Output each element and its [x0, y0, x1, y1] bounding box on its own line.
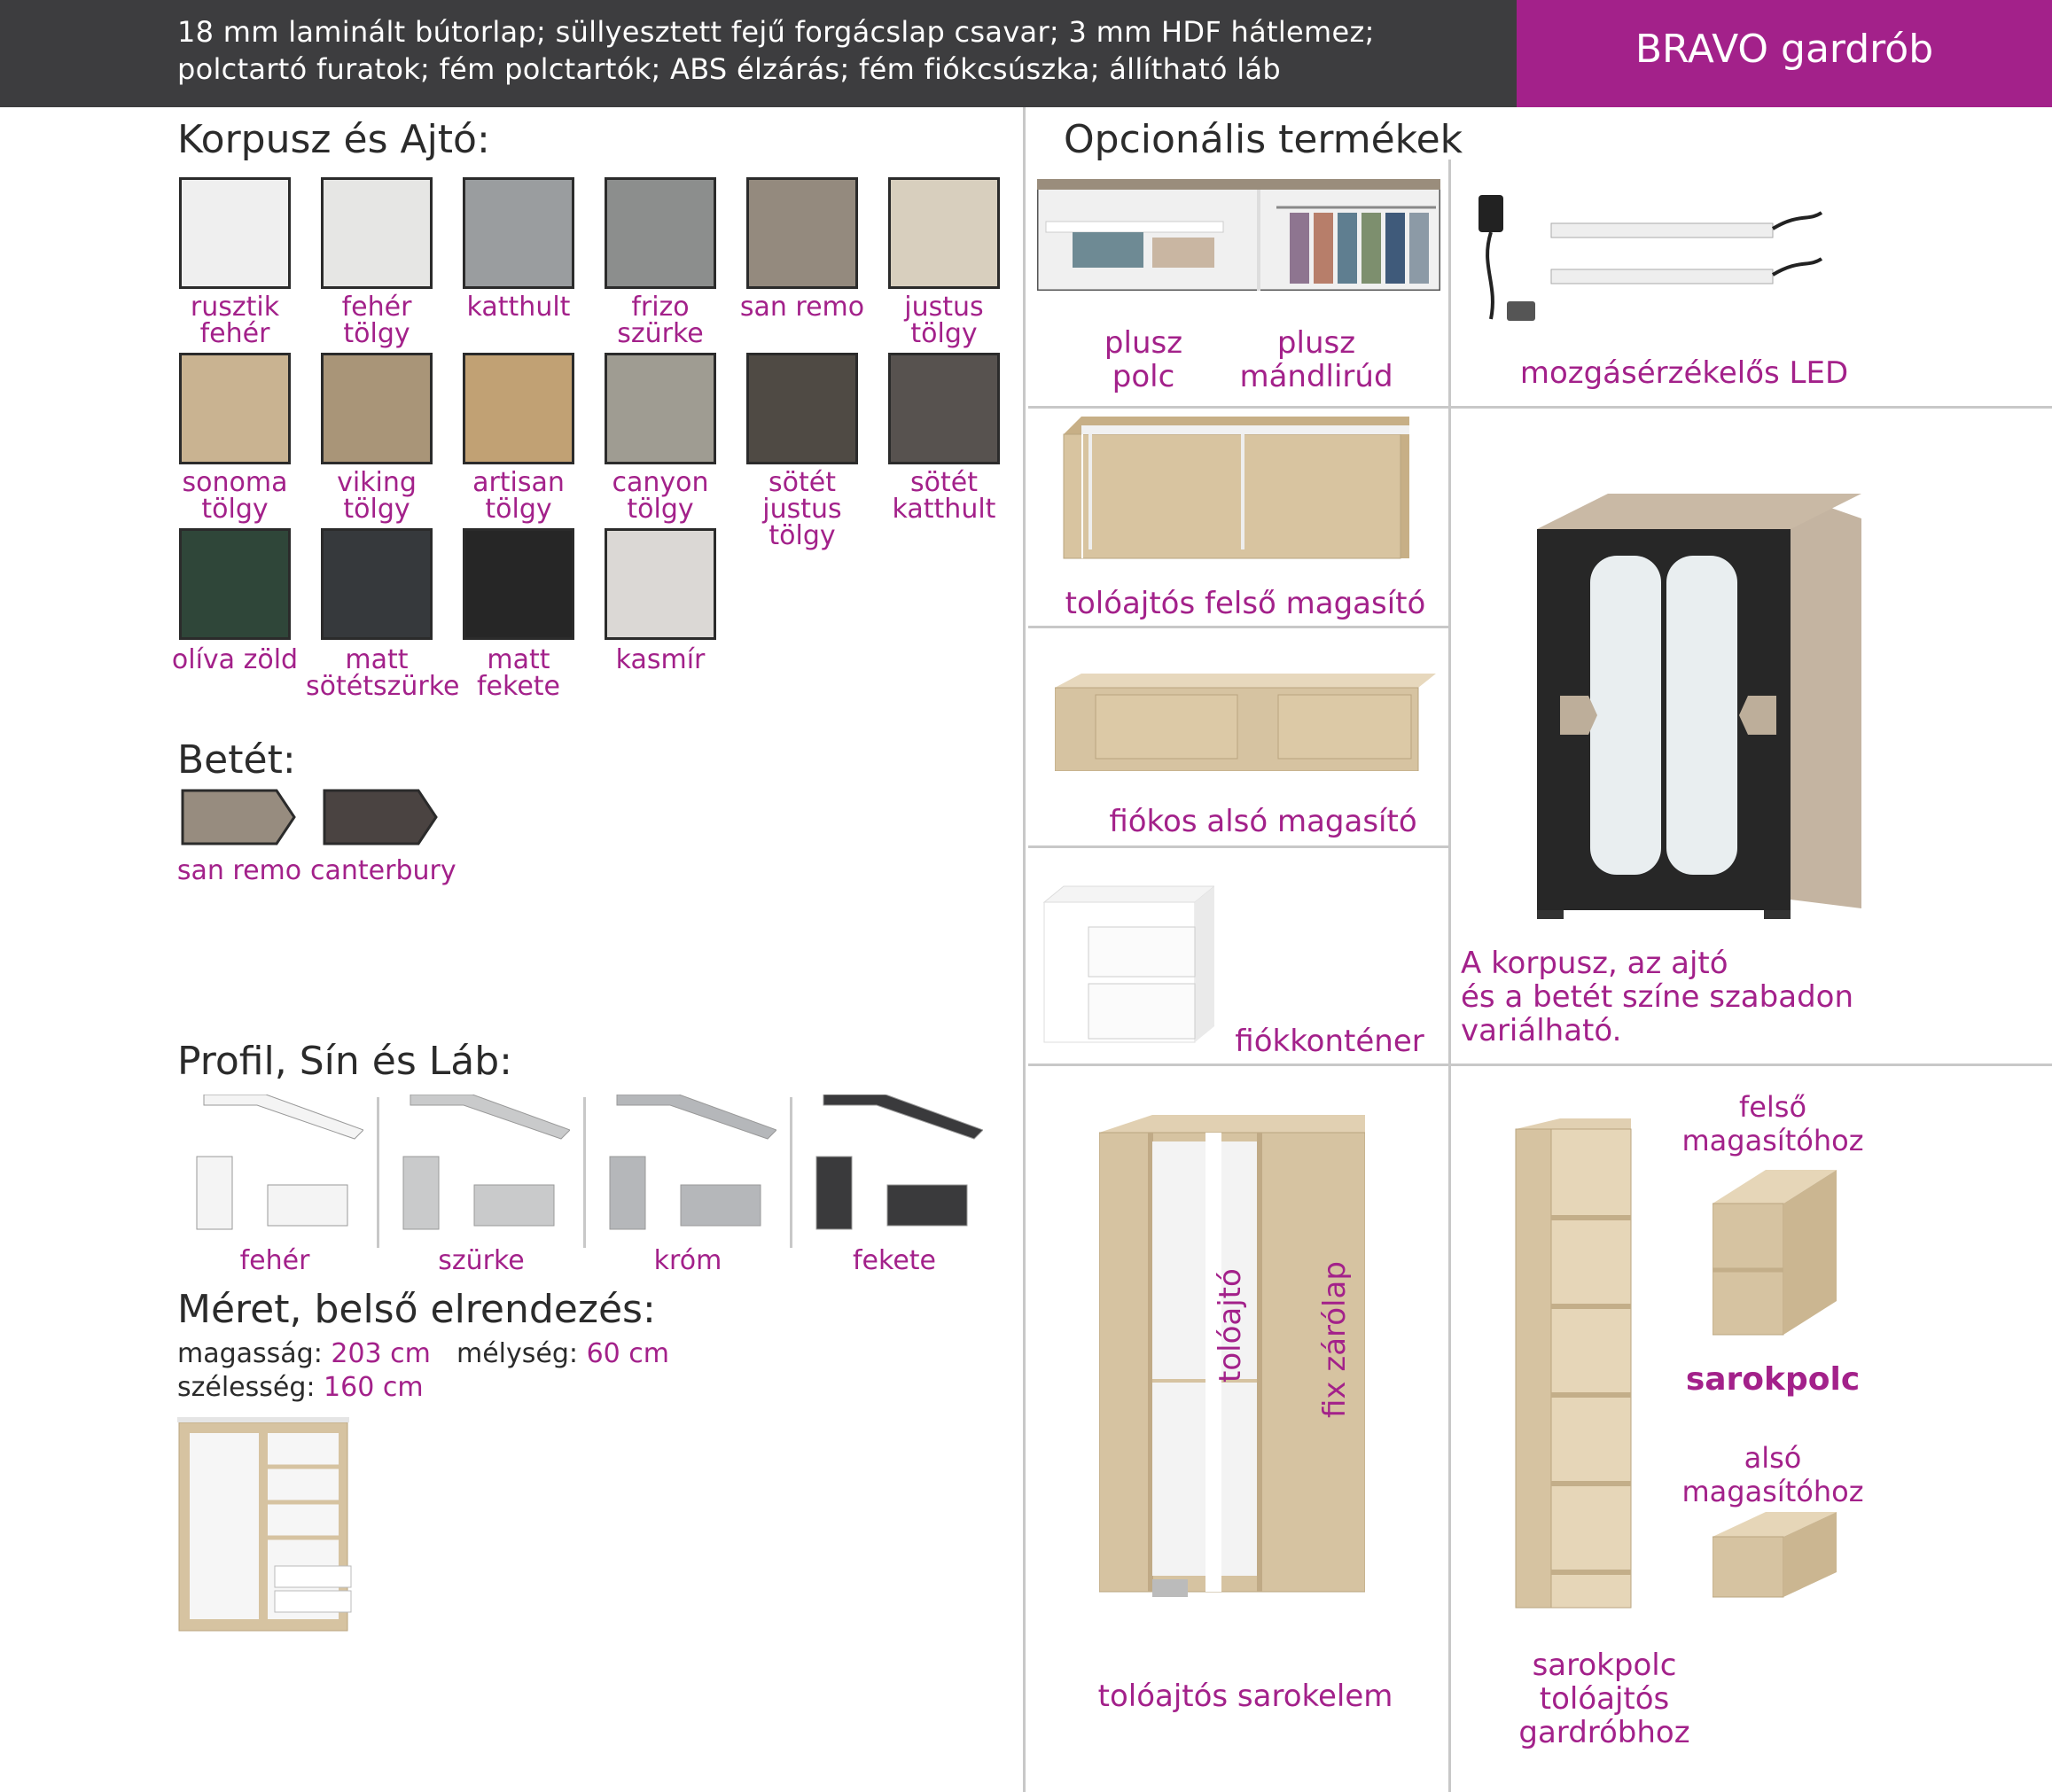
corner-shelf-image	[1507, 1118, 1640, 1615]
color-swatch	[463, 353, 574, 464]
color-swatch-label: canyon tölgy	[612, 467, 709, 525]
color-swatch	[605, 528, 716, 640]
led-strip-image	[1471, 186, 1826, 346]
corner-shelf-for-wardrobe-label: sarokpolc tolóajtós gardróbhoz	[1518, 1648, 1690, 1750]
color-swatch-label: olíva zöld	[171, 644, 299, 675]
drawer-container-label: fiókkonténer	[1235, 1024, 1424, 1059]
profile-label: fehér	[239, 1245, 310, 1276]
bravo-wardrobe-image	[1525, 492, 1879, 935]
color-swatch-label: san remo	[739, 292, 865, 323]
color-swatch-label: sötét justus tölgy	[762, 467, 842, 551]
color-swatch	[888, 353, 1000, 464]
drawer-container-image	[1037, 884, 1214, 1044]
color-swatch	[605, 177, 716, 289]
color-swatch-label: sötét katthult	[892, 467, 996, 525]
color-swatch-label: fehér tölgy	[341, 292, 412, 349]
profile-rail-foot-image	[806, 1095, 983, 1236]
color-swatch-label: matt fekete	[477, 644, 560, 702]
row-divider-4	[1028, 1064, 2052, 1066]
color-swatch	[179, 353, 291, 464]
profil-heading: Profil, Sín és Láb:	[177, 1039, 512, 1084]
header-description: 18 mm laminált bútorlap; süllyesztett fejű forgácslap csavar; 3 mm HDF hátlemez; polctartó furatok; fém polctartók; ABS élzárás; fém fiókcsúszka; állítható láb	[177, 15, 1375, 86]
color-swatch	[605, 353, 716, 464]
top-extension-shelf-label: felső magasítóhoz	[1681, 1090, 1864, 1157]
shelf-and-rod-image	[1037, 179, 1440, 291]
drawer-base-image	[1055, 674, 1436, 771]
profile-label: fekete	[853, 1245, 936, 1276]
plusz-mandlirud-label: plusz mándlirúd	[1239, 325, 1393, 394]
color-swatch	[746, 177, 858, 289]
main-divider	[1023, 107, 1026, 1792]
profile-rail-foot-image	[599, 1095, 776, 1236]
bottom-extension-shelf-image	[1713, 1510, 1837, 1599]
color-swatch	[179, 528, 291, 640]
color-swatch-label: justus tölgy	[904, 292, 984, 349]
row-divider-2	[1028, 626, 1448, 628]
corner-element-label: tolóajtós sarokelem	[1097, 1679, 1393, 1714]
bottom-extension-shelf-label: alsó magasítóhoz	[1681, 1441, 1864, 1508]
insert-swatch	[323, 789, 438, 845]
row-divider-3	[1028, 845, 1448, 848]
color-swatch-label: rusztik fehér	[190, 292, 280, 349]
color-swatch-label: matt sötétszürke	[306, 644, 460, 702]
plusz-polc-label: plusz polc	[1104, 325, 1183, 394]
color-swatch-label: frizo szürke	[617, 292, 704, 349]
corner-shelf-heading: sarokpolc	[1685, 1361, 1861, 1398]
fixed-panel-label: fix zárólap	[1317, 1261, 1353, 1418]
color-swatch	[179, 177, 291, 289]
header-title: BRAVO gardrób	[1635, 27, 1934, 72]
profile-divider	[377, 1097, 379, 1248]
insert-swatch-label: canterbury	[310, 855, 456, 886]
color-swatch-label: katthult	[466, 292, 571, 323]
width-value: 160 cm	[324, 1372, 424, 1403]
height-label: magasság:	[177, 1338, 323, 1369]
width-dimension	[177, 1372, 424, 1403]
color-swatch-label: viking tölgy	[337, 467, 417, 525]
color-swatch	[463, 177, 574, 289]
opcionalis-heading: Opcionális termékek	[1064, 117, 1463, 162]
color-swatch	[463, 528, 574, 640]
depth-value: 60 cm	[586, 1338, 669, 1369]
right-column-divider	[1448, 160, 1451, 1792]
meret-heading: Méret, belső elrendezés:	[177, 1287, 656, 1332]
profile-label: króm	[653, 1245, 722, 1276]
korpusz-heading: Korpusz és Ajtó:	[177, 117, 490, 162]
variable-color-note: A korpusz, az ajtó és a betét színe szabadon variálható.	[1461, 946, 1853, 1048]
color-swatch	[746, 353, 858, 464]
row-divider-1	[1028, 406, 2052, 409]
profile-label: szürke	[438, 1245, 525, 1276]
profile-divider	[583, 1097, 586, 1248]
height-dimension	[177, 1338, 431, 1369]
top-extension-image	[1055, 417, 1409, 576]
drawer-base-label: fiókos alsó magasító	[1109, 804, 1417, 839]
color-swatch	[321, 528, 433, 640]
depth-dimension	[456, 1338, 669, 1369]
top-extension-shelf-image	[1713, 1168, 1837, 1336]
color-swatch-label: sonoma tölgy	[182, 467, 288, 525]
insert-swatch	[181, 789, 296, 845]
height-value: 203 cm	[331, 1338, 431, 1369]
led-label: mozgásérzékelős LED	[1519, 355, 1849, 391]
color-swatch-label: kasmír	[615, 644, 706, 675]
profile-rail-foot-image	[186, 1095, 363, 1236]
insert-swatch-label: san remo	[176, 855, 302, 886]
sliding-door-label: tolóajtó	[1213, 1268, 1248, 1383]
top-extension-label: tolóajtós felső magasító	[1065, 586, 1426, 621]
color-swatch	[321, 353, 433, 464]
profile-divider	[790, 1097, 792, 1248]
betet-heading: Betét:	[177, 737, 296, 783]
interior-layout-image	[177, 1414, 355, 1640]
color-swatch-label: artisan tölgy	[472, 467, 565, 525]
profile-rail-foot-image	[393, 1095, 570, 1236]
depth-label: mélység:	[456, 1338, 579, 1369]
color-swatch	[321, 177, 433, 289]
color-swatch	[888, 177, 1000, 289]
width-label: szélesség:	[177, 1372, 316, 1403]
